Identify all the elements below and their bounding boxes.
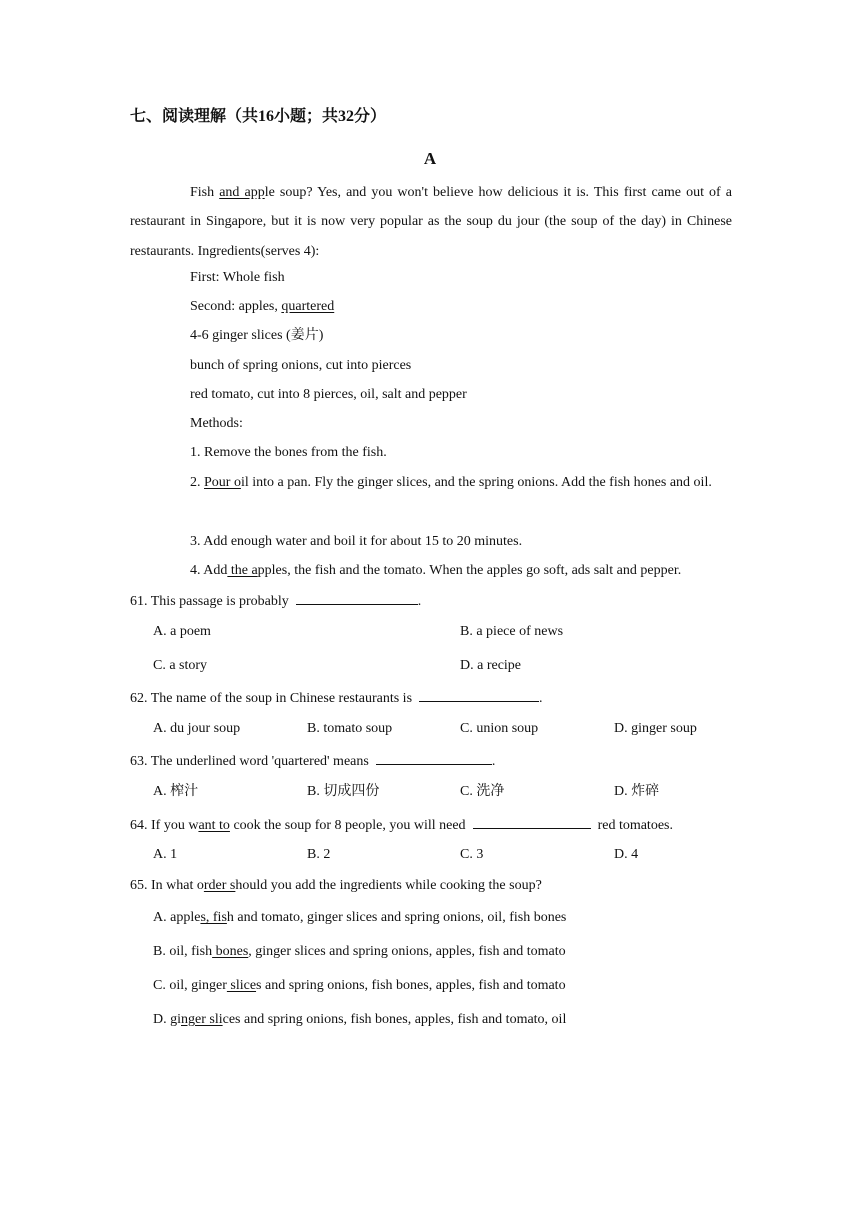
section-title: 七、阅读理解（共16小题；共32分） xyxy=(130,108,387,125)
answer-blank xyxy=(473,814,591,829)
answer-blank xyxy=(296,590,418,605)
q61-option-a[interactable]: A. a poem xyxy=(153,624,211,639)
q65-option-c[interactable]: C. oil, ginger slices and spring onions, fish bones, apples, fish and tomato xyxy=(153,978,566,993)
q63-option-a[interactable]: A. 榨汁 xyxy=(153,784,199,799)
q62-option-b[interactable]: B. tomato soup xyxy=(307,721,393,736)
q65-option-d[interactable]: D. ginger slices and spring onions, fish bones, apples, fish and tomato, oil xyxy=(153,1012,567,1027)
method-step-3: 3. Add enough water and boil it for about 15 to 20 minutes. xyxy=(190,534,523,549)
answer-blank xyxy=(419,687,539,702)
q63-option-b[interactable]: B. 切成四份 xyxy=(307,784,380,799)
intro-paragraph: Fish and apple soup? Yes, and you won't believe how delicious it is. This first came out of a restaurant in Singapore, but it is now very popular as the soup du jour (the soup of the day) in Chinese restaurants. Ingredients(serves 4): xyxy=(130,185,732,259)
methods-heading: Methods: xyxy=(190,416,243,431)
q65-option-a[interactable]: A. apples, fish and tomato, ginger slices and spring onions, oil, fish bones xyxy=(153,910,567,925)
q63-option-c[interactable]: C. 洗净 xyxy=(460,784,505,799)
ingredient-second: Second: apples, quartered xyxy=(190,299,335,314)
q64-option-c[interactable]: C. 3 xyxy=(460,847,484,862)
q63-option-d[interactable]: D. 炸碎 xyxy=(614,784,660,799)
method-step-2: 2. Pour oil into a pan. Fly the ginger slices, and the spring onions. Add the fish hones and oil. xyxy=(190,475,712,490)
method-step-4: 4. Add the apples, the fish and the tomato. When the apples go soft, ads salt and pepper. xyxy=(190,563,682,578)
question-63: 63. The underlined word 'quartered' means . xyxy=(130,750,495,772)
ingredient-ginger: 4-6 ginger slices (姜片) xyxy=(190,328,324,343)
q62-option-a[interactable]: A. du jour soup xyxy=(153,721,241,736)
q65-option-b[interactable]: B. oil, fish bones, ginger slices and spring onions, apples, fish and tomato xyxy=(153,944,566,959)
passage-letter: A xyxy=(423,149,437,168)
question-62: 62. The name of the soup in Chinese restaurants is . xyxy=(130,687,543,709)
ingredient-first: First: Whole fish xyxy=(190,270,285,285)
q62-option-d[interactable]: D. ginger soup xyxy=(614,721,697,736)
ingredient-onions: bunch of spring onions, cut into pierces xyxy=(190,358,412,373)
question-64: 64. If you want to cook the soup for 8 people, you will need red tomatoes. xyxy=(130,814,673,836)
q64-option-d[interactable]: D. 4 xyxy=(614,847,639,862)
q62-option-c[interactable]: C. union soup xyxy=(460,721,539,736)
answer-blank xyxy=(376,750,492,765)
q61-option-c[interactable]: C. a story xyxy=(153,658,208,673)
q64-option-a[interactable]: A. 1 xyxy=(153,847,178,862)
q64-option-b[interactable]: B. 2 xyxy=(307,847,331,862)
question-61: 61. This passage is probably . xyxy=(130,590,421,612)
q61-option-d[interactable]: D. a recipe xyxy=(460,658,522,673)
ingredient-tomato: red tomato, cut into 8 pierces, oil, salt and pepper xyxy=(190,387,467,402)
q61-option-b[interactable]: B. a piece of news xyxy=(460,624,564,639)
method-step-1: 1. Remove the bones from the fish. xyxy=(190,445,387,460)
question-65: 65. In what order should you add the ingredients while cooking the soup? xyxy=(130,878,542,893)
